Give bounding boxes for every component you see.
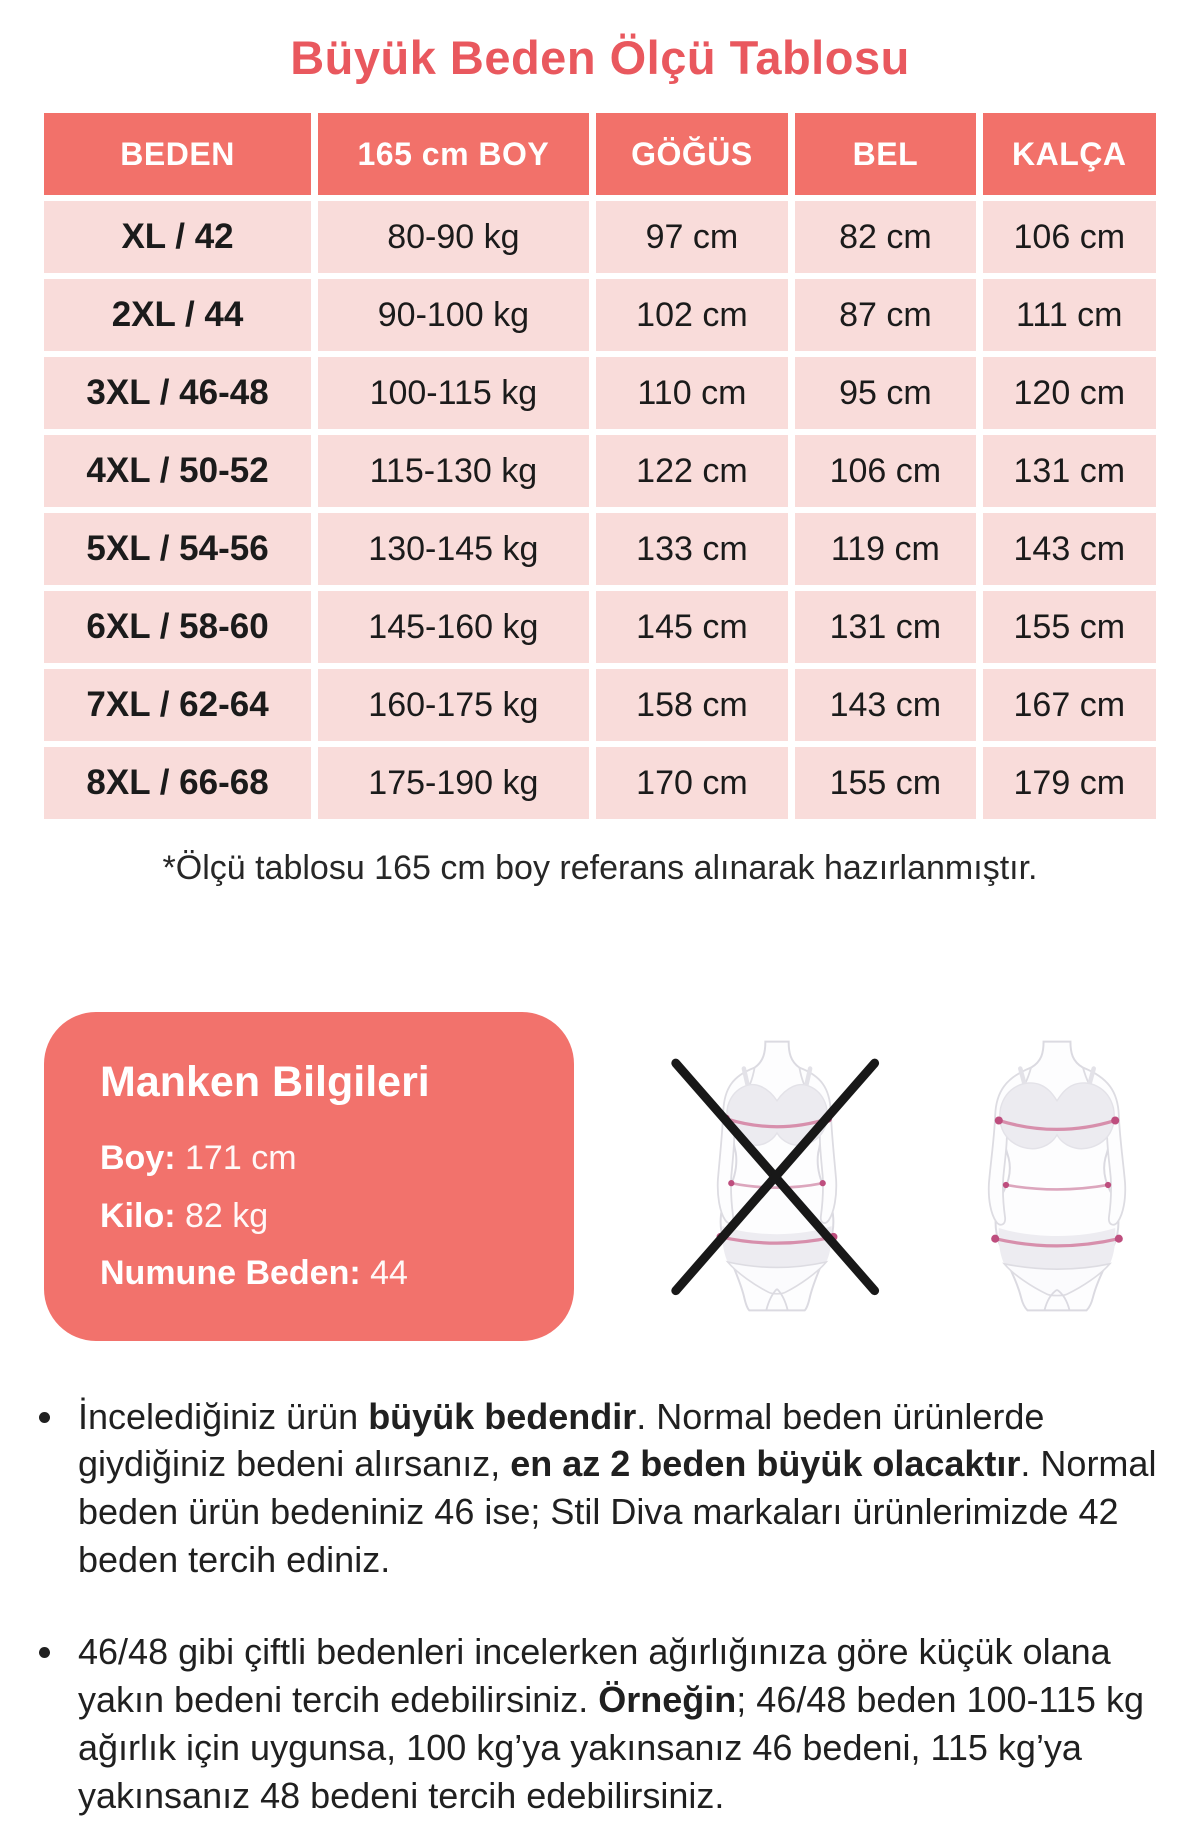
waist-cell: 155 cm bbox=[795, 747, 975, 819]
model-sample-size-label: Numune Beden bbox=[100, 1254, 350, 1292]
chest-cell: 170 cm bbox=[596, 747, 789, 819]
waist-cell: 87 cm bbox=[795, 279, 975, 351]
note-text: İncelediğiniz ürün bbox=[78, 1395, 369, 1437]
hip-cell: 179 cm bbox=[983, 747, 1156, 819]
header-cell-gogus: GÖĞÜS bbox=[596, 113, 789, 195]
header-cell-kalca: KALÇA bbox=[983, 113, 1156, 195]
weight-range-cell: 160-175 kg bbox=[318, 669, 589, 741]
note-text-bold: büyük bedendir bbox=[368, 1395, 637, 1437]
model-info-row bbox=[100, 1137, 518, 1180]
hip-cell: 167 cm bbox=[983, 669, 1156, 741]
hip-cell: 131 cm bbox=[983, 435, 1156, 507]
label-separator: : bbox=[349, 1254, 371, 1292]
label-separator: : bbox=[164, 1196, 185, 1235]
weight-range-cell: 130-145 kg bbox=[318, 513, 589, 585]
size-cell: 8XL / 66-68 bbox=[44, 747, 311, 819]
chest-cell: 145 cm bbox=[596, 591, 789, 663]
model-info-row bbox=[100, 1195, 518, 1238]
note-item bbox=[68, 1628, 1158, 1820]
note-text: . Normal beden ürün bedeniniz 46 ise; Stil Diva markaları ürünlerimizde 42 beden tercih ediniz. bbox=[78, 1443, 1157, 1581]
size-table bbox=[44, 113, 1156, 819]
chest-cell: 110 cm bbox=[596, 357, 789, 429]
model-info-card bbox=[44, 1012, 574, 1341]
waist-cell: 143 cm bbox=[795, 669, 975, 741]
model-info-row bbox=[100, 1252, 518, 1295]
chest-cell: 133 cm bbox=[596, 513, 789, 585]
measurement-figures bbox=[574, 1041, 1160, 1311]
weight-range-cell: 100-115 kg bbox=[318, 357, 589, 429]
waist-cell: 82 cm bbox=[795, 201, 975, 273]
size-cell: 6XL / 58-60 bbox=[44, 591, 311, 663]
waist-cell: 131 cm bbox=[795, 591, 975, 663]
size-cell: 2XL / 44 bbox=[44, 279, 311, 351]
size-cell: XL / 42 bbox=[44, 201, 311, 273]
page-title: Büyük Beden Ölçü Tablosu bbox=[290, 31, 910, 84]
model-height-label: Boy bbox=[100, 1139, 165, 1177]
label-separator: : bbox=[164, 1139, 186, 1177]
hip-cell: 111 cm bbox=[983, 279, 1156, 351]
model-sample-size-value: 44 bbox=[370, 1254, 408, 1292]
chest-cell: 122 cm bbox=[596, 435, 789, 507]
weight-range-cell: 175-190 kg bbox=[318, 747, 589, 819]
plus-size-body-figure-icon bbox=[954, 1041, 1160, 1311]
hip-cell: 155 cm bbox=[983, 591, 1156, 663]
header-cell-bel: BEL bbox=[795, 113, 975, 195]
chest-cell: 102 cm bbox=[596, 279, 789, 351]
waist-cell: 95 cm bbox=[795, 357, 975, 429]
size-cell: 4XL / 50-52 bbox=[44, 435, 311, 507]
size-cell: 7XL / 62-64 bbox=[44, 669, 311, 741]
header-cell-beden: BEDEN bbox=[44, 113, 311, 195]
model-height-value: 171 cm bbox=[185, 1139, 297, 1177]
hip-cell: 143 cm bbox=[983, 513, 1156, 585]
weight-range-cell: 145-160 kg bbox=[318, 591, 589, 663]
weight-range-cell: 115-130 kg bbox=[318, 435, 589, 507]
model-weight-label: Kilo bbox=[100, 1196, 165, 1235]
size-guide-page bbox=[0, 30, 1200, 1830]
note-text-bold: en az 2 beden büyük olacaktır bbox=[510, 1443, 1021, 1485]
note-text-bold: Örneğin bbox=[598, 1678, 737, 1720]
hip-cell: 106 cm bbox=[983, 201, 1156, 273]
note-text: . Normal beden ürünlerde giydiğiniz bedeni alırsanız, bbox=[78, 1395, 1045, 1485]
table-footnote: *Ölçü tablosu 165 cm boy referans alınarak hazırlanmıştır. bbox=[162, 849, 1038, 887]
hip-cell: 120 cm bbox=[983, 357, 1156, 429]
model-info-title: Manken Bilgileri bbox=[100, 1058, 430, 1106]
chest-cell: 158 cm bbox=[596, 669, 789, 741]
note-text: ; 46/48 beden 100-115 kg ağırlık için uygunsa, 100 kg’ya yakınsanız 46 bedeni, 115 kg’ya yakınsanız 48 bedeni tercih edebilirsiniz. bbox=[78, 1678, 1144, 1816]
note-text: 46/48 gibi çiftli bedenleri incelerken ağırlığınıza göre küçük olana yakın bedeni tercih edebilirsiniz. bbox=[78, 1631, 1111, 1720]
size-cell: 5XL / 54-56 bbox=[44, 513, 311, 585]
chest-cell: 97 cm bbox=[596, 201, 789, 273]
crossed-out-body-figure-icon bbox=[674, 1041, 880, 1311]
header-cell-boy: 165 cm BOY bbox=[318, 113, 589, 195]
info-section bbox=[44, 1012, 1160, 1341]
waist-cell: 119 cm bbox=[795, 513, 975, 585]
weight-range-cell: 80-90 kg bbox=[318, 201, 589, 273]
weight-range-cell: 90-100 kg bbox=[318, 279, 589, 351]
notes-list bbox=[24, 1393, 1158, 1820]
waist-cell: 106 cm bbox=[795, 435, 975, 507]
note-item bbox=[68, 1393, 1158, 1585]
size-cell: 3XL / 46-48 bbox=[44, 357, 311, 429]
model-weight-value: 82 kg bbox=[185, 1196, 269, 1235]
